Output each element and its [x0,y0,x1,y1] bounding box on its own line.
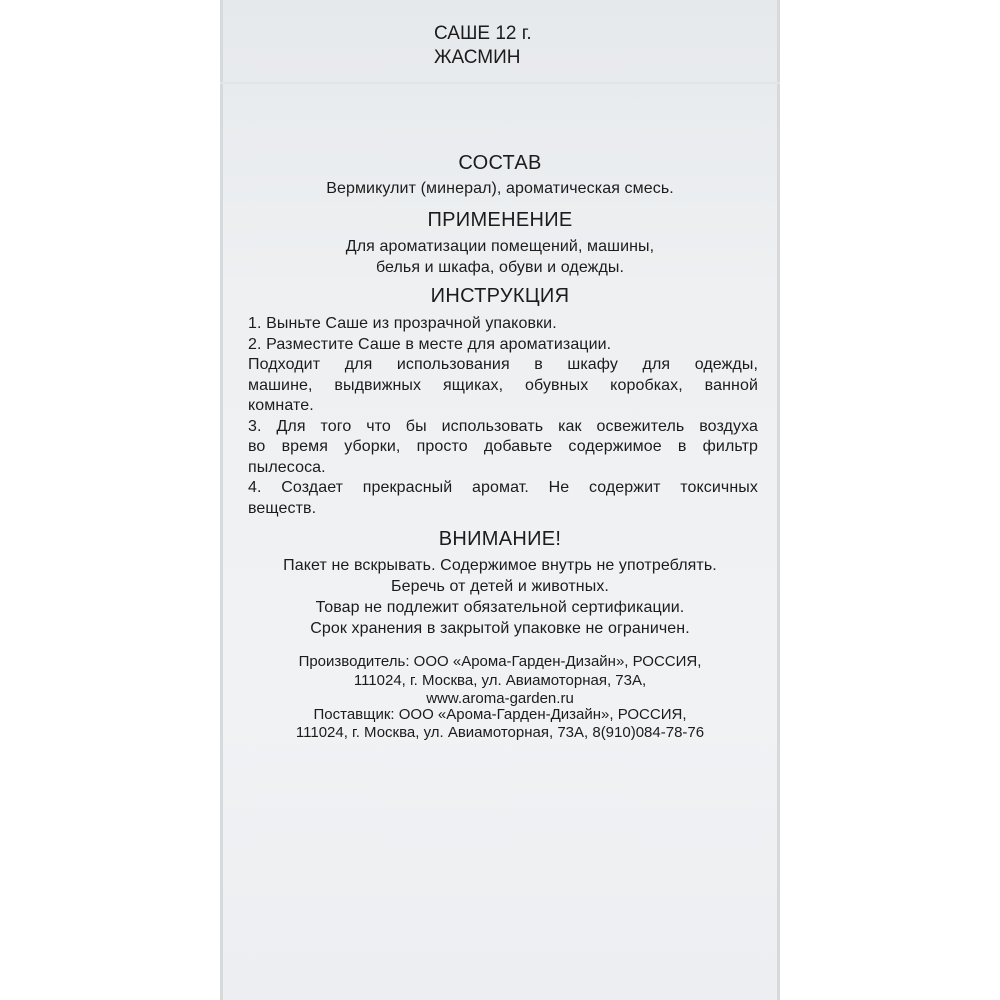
instruction-line: комнате. [248,397,314,414]
usage-line: белья и шкафа, обуви и одежды. [375,259,625,276]
package-seam [220,82,780,84]
composition-text: Вермикулит (минерал), ароматическая смесь. [326,180,674,197]
warning-line: Срок хранения в закрытой упаковке не ограничен. [310,620,690,637]
sachet-label [220,0,780,1000]
package-edge-right [777,0,780,1000]
instruction-line: 2. Разместите Саше в месте для ароматизации. [248,336,612,353]
instruction-line: 4. Создает прекрасный аромат. Не содержит токсичных [248,479,758,496]
instruction-line: 1. Выньте Саше из прозрачной упаковки. [248,315,557,332]
supplier-line: 111024, г. Москва, ул. Авиамоторная, 73А, 8(910)084-78-76 [295,724,705,741]
instruction-line: машине, выдвижных ящиках, обувных коробках, ванной [248,377,758,394]
product-scent: ЖАСМИН [434,47,521,68]
instruction-line: веществ. [248,500,317,517]
warning-line: Пакет не вскрывать. Содержимое внутрь не употреблять. [283,557,717,574]
manufacturer-line: 111024, г. Москва, ул. Авиамоторная, 73А, [353,672,647,689]
warning-heading: ВНИМАНИЕ! [438,528,562,550]
composition-heading: СОСТАВ [458,152,542,174]
supplier-line: Поставщик: ООО «Арома-Гарден-Дизайн», РОССИЯ, [313,706,687,723]
manufacturer-line: Производитель: ООО «Арома-Гарден-Дизайн», РОССИЯ, [298,653,702,670]
instruction-line: 3. Для того что бы использовать как освежитель воздуха [248,418,758,435]
instruction-line: пылесоса. [248,459,326,476]
instruction-line: во время уборки, просто добавьте содержимое в фильтр [248,438,758,455]
manufacturer-website: www.aroma-garden.ru [426,690,574,707]
warning-line: Товар не подлежит обязательной сертификации. [315,599,685,616]
product-size: САШЕ 12 г. [434,23,532,44]
instruction-line: Подходит для использования в шкафу для одежды, [248,356,758,373]
instructions-heading: ИНСТРУКЦИЯ [430,285,570,307]
package-edge-left [220,0,223,1000]
usage-line: Для ароматизации помещений, машины, [345,238,655,255]
usage-heading: ПРИМЕНЕНИЕ [427,209,573,231]
warning-line: Беречь от детей и животных. [391,578,609,595]
